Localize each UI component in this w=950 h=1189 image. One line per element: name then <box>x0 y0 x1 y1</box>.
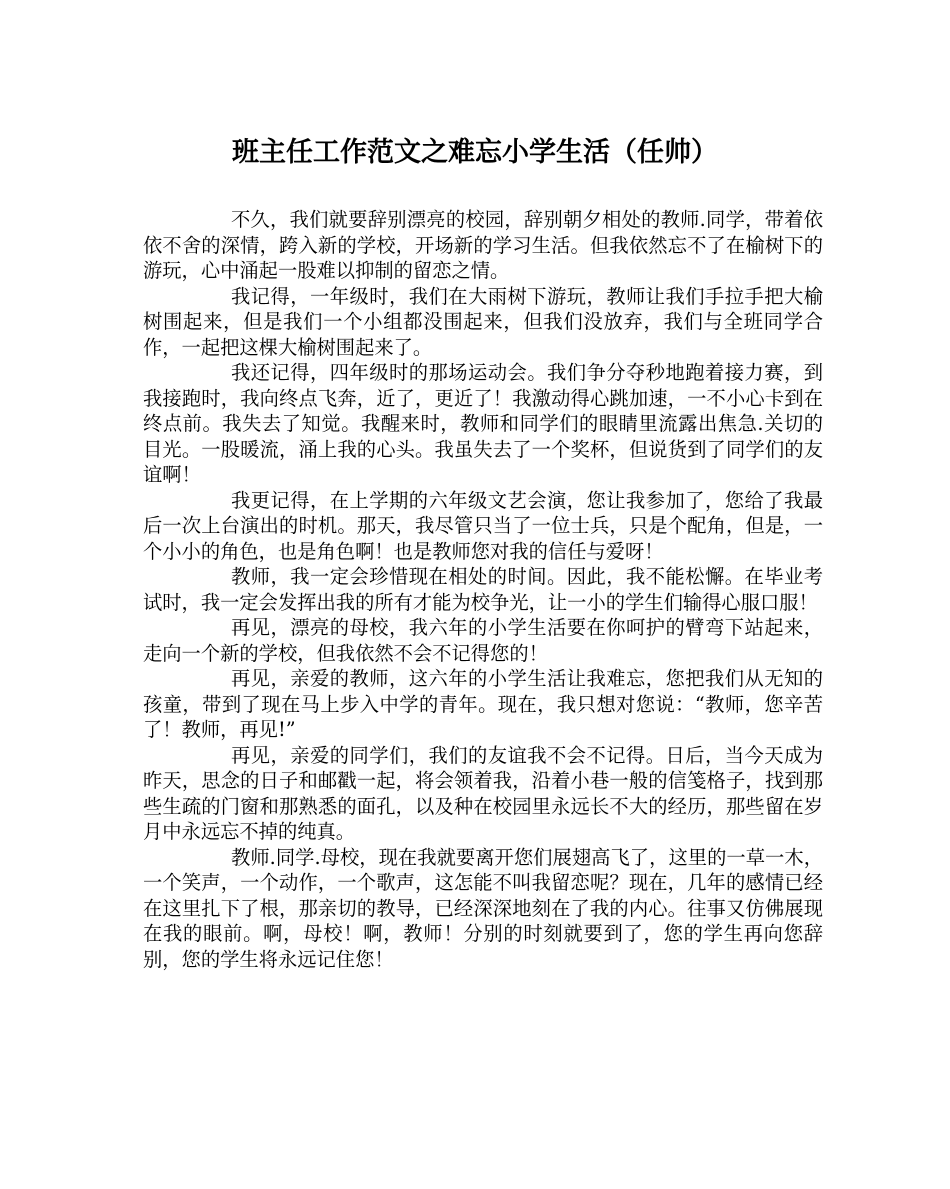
document-title: 班主任工作范文之难忘小学生活（任帅） <box>232 137 718 168</box>
paragraph-2: 我记得，一年级时，我们在大雨树下游玩，教师让我们手拉手把大榆树围起来，但是我们一个小组都没围起来，但我们没放弃，我们与全班同学合作，一起把这棵大榆树围起来了。 <box>143 284 823 359</box>
paragraph-3: 我还记得，四年级时的那场运动会。我们争分夺秒地跑着接力赛，到我接跑时，我向终点飞奔，近了，更近了！我激动得心跳加速，一不小心卡到在终点前。我失去了知觉。我醒来时，教师和同学们的眼睛里流露出焦急.关切的目光。一股暖流，涌上我的心头。我虽失去了一个奖杯，但说货到了同学们的友谊啊！ <box>143 361 823 486</box>
paragraph-5: 教师，我一定会珍惜现在相处的时间。因此，我不能松懈。在毕业考试时，我一定会发挥出我的所有才能为校争光，让一小的学生们输得心服口服！ <box>143 565 823 614</box>
paragraph-9: 教师.同学.母校，现在我就要离开您们展翅高飞了，这里的一草一木，一个笑声，一个动作，一个歌声，这怎能不叫我留恋呢？现在，几年的感情已经在这里扎下了根，那亲切的教导，已经深深地刻在了我的内心。往事又仿佛展现在我的眼前。啊，母校！啊，教师！分别的时刻就要到了，您的学生再向您辞别，您的学生将永远记住您！ <box>143 845 823 971</box>
paragraph-1: 不久，我们就要辞别漂亮的校园，辞别朝夕相处的教师.同学，带着依依不舍的深情，跨入新的学校，开场新的学习生活。但我依然忘不了在榆树下的游玩，心中涌起一股难以抑制的留恋之情。 <box>143 208 823 282</box>
document-body <box>143 207 823 972</box>
paragraph-8: 再见，亲爱的同学们，我们的友谊我不会不记得。日后，当今天成为昨天，思念的日子和邮戳一起，将会领着我，沿着小巷一般的信笺格子，找到那些生疏的门窗和那熟悉的面孔，以及种在校园里永远长不大的经历，那些留在岁月中永远忘不掉的纯真。 <box>143 743 823 843</box>
paragraph-4: 我更记得，在上学期的六年级文艺会演，您让我参加了，您给了我最后一次上台演出的时机。那天，我尽管只当了一位士兵，只是个配角，但是，一个小小的角色，也是角色啊！也是教师您对我的信任与爱呀！ <box>143 488 823 563</box>
paragraph-6: 再见，漂亮的母校，我六年的小学生活要在你呵护的臂弯下站起来，走向一个新的学校，但我依然不会不记得您的！ <box>143 616 823 665</box>
paragraph-7: 再见，亲爱的教师，这六年的小学生活让我难忘，您把我们从无知的孩童，带到了现在马上步入中学的青年。现在，我只想对您说：“教师，您辛苦了！教师，再见!” <box>143 667 823 741</box>
